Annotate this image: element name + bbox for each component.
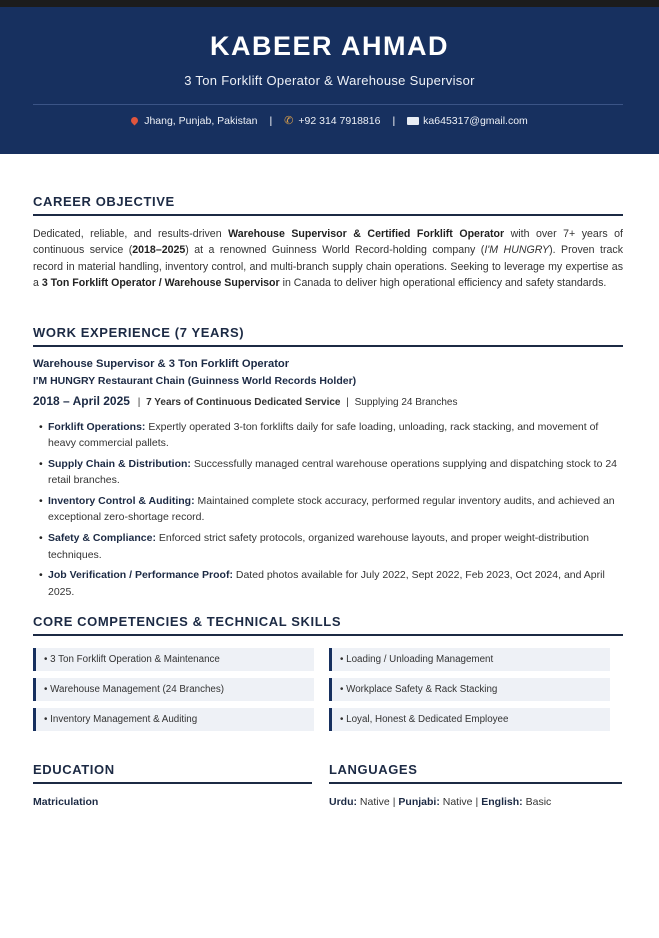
language-separator: | <box>475 796 479 808</box>
objective-text: ). Proven track record in material handling, inventory control, and multi-branch supply chain operations. Seeking to leverage my expertise as a <box>33 244 623 289</box>
skill-item: • Warehouse Management (24 Branches) <box>33 678 314 701</box>
resume-header <box>0 7 659 154</box>
header-divider <box>33 104 623 105</box>
candidate-name: KABEER AHMAD <box>210 31 449 61</box>
job-service: 7 Years of Continuous Dedicated Service <box>146 397 341 408</box>
languages-line <box>329 796 551 808</box>
language-level: Basic <box>522 796 552 808</box>
objective-highlight: Warehouse Supervisor & Certified Forklift Operator <box>228 228 505 240</box>
skill-item: • 3 Ton Forklift Operation & Maintenance <box>33 648 314 671</box>
languages-rule <box>329 782 622 784</box>
work-experience-rule <box>33 345 623 347</box>
skill-item: • Workplace Safety & Rack Stacking <box>329 678 610 701</box>
bullet-item <box>39 530 619 563</box>
job-bullets <box>39 419 619 604</box>
location-text: Jhang, Punjab, Pakistan <box>144 114 258 127</box>
bullet-text: Enforced strict safety protocols, organized warehouse layouts, and proper weight-distribution techniques. <box>48 532 590 561</box>
job-dates: 2018 – April 2025 <box>33 394 130 408</box>
bullet-label: Job Verification / Performance Proof: <box>48 569 233 582</box>
bullet-item <box>39 456 619 489</box>
skills-rule <box>33 634 623 636</box>
job-title: Warehouse Supervisor & 3 Ton Forklift Operator <box>33 358 290 370</box>
skill-item: • Loyal, Honest & Dedicated Employee <box>329 708 610 731</box>
contact-separator: | <box>392 114 396 127</box>
language-name: English: <box>481 796 523 808</box>
language-level: Native <box>357 796 390 808</box>
company-name: I'M HUNGRY Restaurant Chain (Guinness World Records Holder) <box>33 375 357 387</box>
objective-company: I'M HUNGRY <box>484 244 550 257</box>
contact-email <box>407 115 528 127</box>
language-name: Urdu: <box>329 796 357 808</box>
top-edge-bar <box>0 0 659 7</box>
bullet-text: Expertly operated 3-ton forklifts daily for safe loading, unloading, rack stacking, and movement of heavy commercial pallets. <box>48 421 599 450</box>
career-objective-text <box>33 226 623 291</box>
education-heading: EDUCATION <box>33 762 115 777</box>
skills-heading: CORE COMPETENCIES & TECHNICAL SKILLS <box>33 614 342 629</box>
bullet-item <box>39 419 619 452</box>
objective-text: in Canada to deliver high operational efficiency and safety standards. <box>279 276 607 289</box>
objective-text: Dedicated, reliable, and results-driven <box>33 228 229 240</box>
language-level: Native <box>439 796 473 808</box>
bullet-text: Maintained complete stock accuracy, performed regular inventory audits, and achieved an exceptional zero-shortage record. <box>48 495 615 524</box>
language-separator: | <box>392 796 396 808</box>
contact-line <box>0 114 659 127</box>
skill-item: • Loading / Unloading Management <box>329 648 610 671</box>
bullet-text: Dated photos available for July 2022, Sept 2022, Feb 2023, Oct 2024, and April 2025. <box>48 569 605 598</box>
bullet-label: Safety & Compliance: <box>48 532 156 545</box>
map-pin-icon <box>130 116 140 126</box>
envelope-icon <box>407 117 419 125</box>
contact-separator: | <box>269 114 273 127</box>
job-meta-line <box>33 394 458 408</box>
career-objective-rule <box>33 214 623 216</box>
phone-text: +92 314 7918816 <box>298 114 381 127</box>
contact-location <box>131 115 257 127</box>
job-branches: Supplying 24 Branches <box>354 397 458 408</box>
objective-text: ) at a renowned Guinness World Record-holding company ( <box>185 244 485 257</box>
objective-highlight: 3 Ton Forklift Operator / Warehouse Supervisor <box>41 276 280 289</box>
meta-separator: | <box>346 397 349 408</box>
bullet-item <box>39 567 619 600</box>
bullet-label: Forklift Operations: <box>48 421 146 433</box>
work-experience-heading: WORK EXPERIENCE (7 YEARS) <box>33 325 245 340</box>
education-value: Matriculation <box>33 796 99 808</box>
contact-phone <box>284 114 380 127</box>
career-objective-heading: CAREER OBJECTIVE <box>33 194 175 209</box>
objective-highlight: 2018–2025 <box>132 244 186 257</box>
languages-heading: LANGUAGES <box>329 762 418 777</box>
skill-item: • Inventory Management & Auditing <box>33 708 314 731</box>
candidate-role: 3 Ton Forklift Operator & Warehouse Supervisor <box>184 73 475 88</box>
bullet-label: Supply Chain & Distribution: <box>48 458 191 471</box>
email-link[interactable]: ka645317@gmail.com <box>423 114 528 127</box>
education-rule <box>33 782 312 784</box>
language-name: Punjabi: <box>398 796 440 808</box>
objective-text: with over 7+ years of continuous service ( <box>33 228 624 257</box>
phone-icon: ✆ <box>284 115 294 127</box>
bullet-item <box>39 493 619 526</box>
bullet-label: Inventory Control & Auditing: <box>48 495 195 508</box>
bullet-text: Successfully managed central warehouse operations supplying and dispatching stock to 24 retail branches. <box>48 458 618 487</box>
meta-separator: | <box>137 397 141 408</box>
